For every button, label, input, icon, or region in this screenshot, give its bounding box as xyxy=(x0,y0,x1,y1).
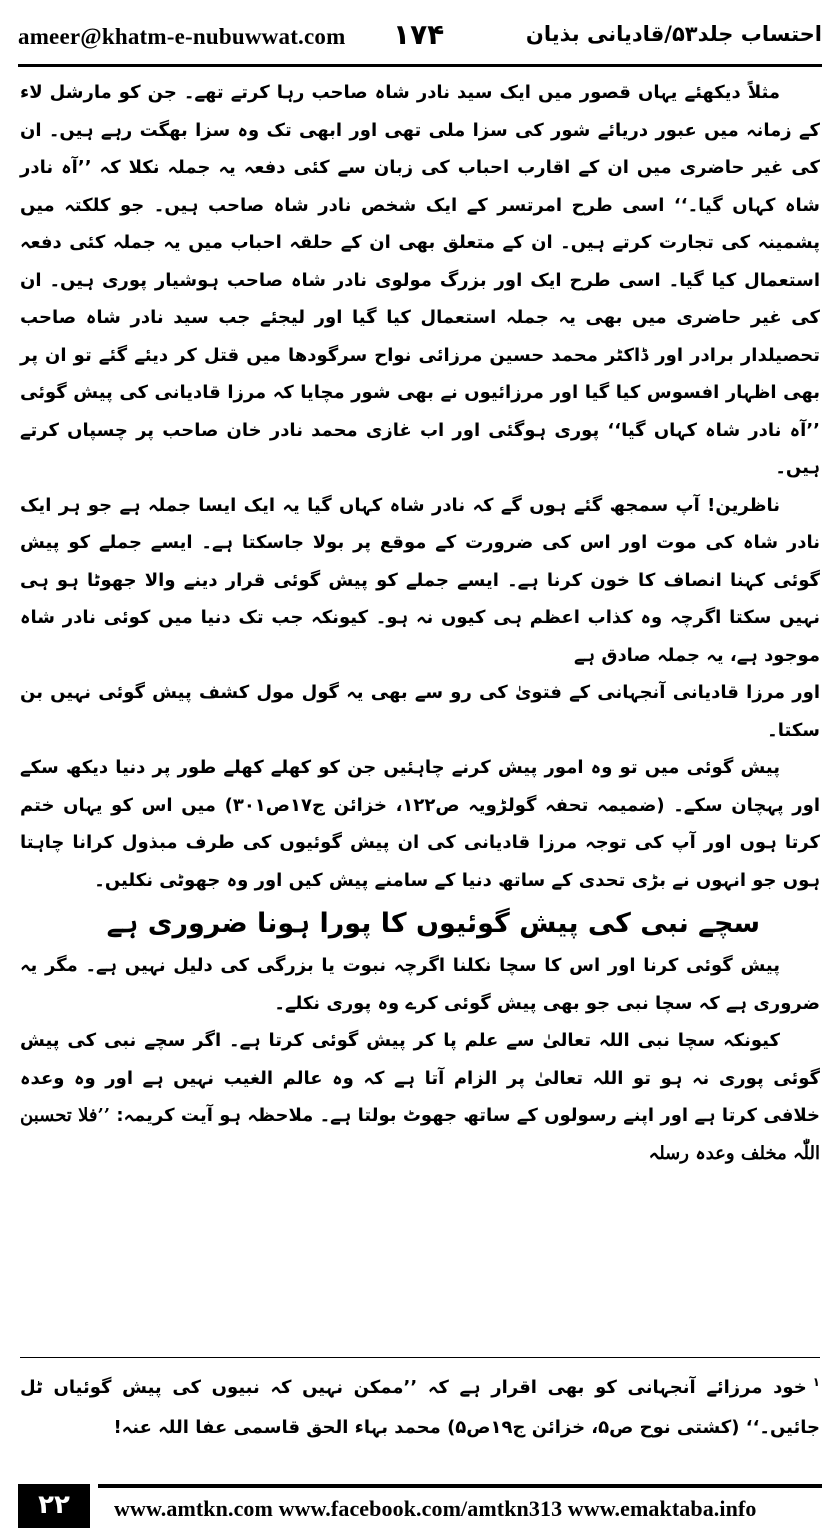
footer-website-links: www.amtkn.com www.facebook.com/amtkn313 www.emaktaba.info xyxy=(114,1496,757,1521)
paragraph-6-text: کیونکہ سچا نبی اللہ تعالیٰ سے علم پا کر پیش گوئی کرتا ہے۔ اگر سچے نبی کی پیش گوئی پوری نہ ہو تو اللہ تعالیٰ پر الزام آتا ہے کہ وہ عالم الغیب نہیں ہے اور وہ وعدہ خلافی کرتا ہے اور اپنے رسولوں کے ساتھ جھوٹ بولتا ہے۔ ملاحظہ ہو آیت کریمہ: xyxy=(20,1030,820,1126)
page-header xyxy=(18,18,822,62)
footnote xyxy=(20,1362,820,1448)
quran-verse-quote: ’’فلا تحسبن اللّٰہ مخلف وعدہ رسلہ xyxy=(20,1105,820,1164)
footer-divider xyxy=(98,1484,822,1488)
footnote-text: خود مرزائے آنجہانی کو بھی اقرار ہے کہ ’’ممکن نہیں کہ نبیوں کی پیش گوئیاں ٹل جائیں۔‘‘ (کشتی نوح ص۵، خزائن ج۱۹ص۵) محمد بہاء الحق قاسمی عفا اللہ عنہ! xyxy=(20,1377,820,1438)
paragraph-5: پیش گوئی کرنا اور اس کا سچا نکلنا اگرچہ نبوت یا بزرگی کی دلیل نہیں ہے۔ مگر یہ ضروری ہے کہ سچا نبی جو بھی پیش گوئی کرے وہ پوری نکلے۔ xyxy=(20,955,820,1014)
footnote-mark: ۱ xyxy=(812,1375,820,1389)
header-email: ameer@khatm-e-nubuwwat.com xyxy=(18,24,346,49)
page-footer xyxy=(18,1484,822,1528)
header-page-number: ۱۷۴ xyxy=(393,18,445,51)
section-heading: سچے نبی کی پیش گوئیوں کا پورا ہونا ضروری ہے xyxy=(106,908,760,939)
paragraph-3: اور مرزا قادیانی آنجہانی کے فتویٰ کی رو سے بھی یہ گول مول کشف پیش گوئی نہیں بن سکتا۔ xyxy=(20,682,820,741)
paragraph-2: ناظرین! آپ سمجھ گئے ہوں گے کہ نادر شاہ کہاں گیا یہ ایک ایسا جملہ ہے جو ہر ایک نادر شاہ کی موت اور اس کی ضرورت کے موقع پر بولا جاسکتا ہے۔ ایسے جملے کو پیش گوئی کہنا انصاف کا خون کرنا ہے۔ ایسے جملے کو پیش گوئی قرار دینے والا جھوٹا ہو ہی نہیں سکتا اگرچہ وہ کذاب اعظم ہی کیوں نہ ہو۔ کیونکہ جب تک دنیا میں کوئی نادر شاہ موجود ہے، یہ جملہ صادق ہے xyxy=(20,494,820,666)
footer-page-label: ۲۲ xyxy=(18,1484,90,1528)
footnote-text-line xyxy=(20,1362,820,1448)
header-divider xyxy=(18,64,822,67)
paragraph-6 xyxy=(20,1022,820,1172)
main-text xyxy=(20,74,820,1172)
footnote-divider xyxy=(20,1357,820,1358)
header-book-title: احتساب جلد۵۳/قادیانی بذیان xyxy=(525,22,822,46)
paragraph-1: مثلاً دیکھئے یہاں قصور میں ایک سید نادر شاہ صاحب رہا کرتے تھے۔ جن کو مارشل لاء کے زمانہ میں عبور دریائے شور کی سزا ملی تھی اور ابھی تک وہ سزا بھگت رہے ہیں۔ ان کی غیر حاضری میں ان کے اقارب احباب کی زبان سے کئی دفعہ یہ جملہ نکلا کہ ’’آہ نادر شاہ کہاں گیا۔‘‘ اسی طرح امرتسر کے ایک شخص نادر شاہ صاحب ہیں۔ جو کلکتہ میں پشمینہ کی تجارت کرتے ہیں۔ ان کے متعلق بھی ان کے حلقہ احباب میں یہ جملہ کئی دفعہ استعمال کیا گیا۔ اسی طرح ایک اور بزرگ مولوی نادر شاہ صاحب ہوشیار پوری ہیں۔ ان کی غیر حاضری میں بھی یہ جملہ استعمال کیا گیا اور لیجئے جب سید نادر شاہ صاحب تحصیلدار برادر اور ڈاکٹر محمد حسین مرزائی نواح سرگودھا میں قتل کر دیئے گئے تو ان پر بھی اظہار افسوس کیا گیا اور مرزائیوں نے بھی شور مچایا کہ مرزا قادیانی کی پیش گوئی ’’آہ نادر شاہ کہاں گیا‘‘ پوری ہوگئی اور اب غازی محمد نادر خان صاحب پر چسپاں کرتے ہیں۔ xyxy=(20,82,820,478)
paragraph-4: پیش گوئی میں تو وہ امور پیش کرنے چاہئیں جن کو کھلے کھلے طور پر دنیا دیکھ سکے اور پہچان سکے۔ (ضمیمہ تحفہ گولڑویہ ص۱۲۲، خزائن ج۱۷ص۳۰۱) میں اس کو یہاں ختم کرتا ہوں اور آپ کی توجہ مرزا قادیانی کی ان پیش گوئیوں کی طرف مبذول کرانا چاہتا ہوں جو انہوں نے بڑی تحدی کے ساتھ دنیا کے سامنے پیش کیں اور وہ جھوٹی نکلیں۔ xyxy=(20,757,821,891)
